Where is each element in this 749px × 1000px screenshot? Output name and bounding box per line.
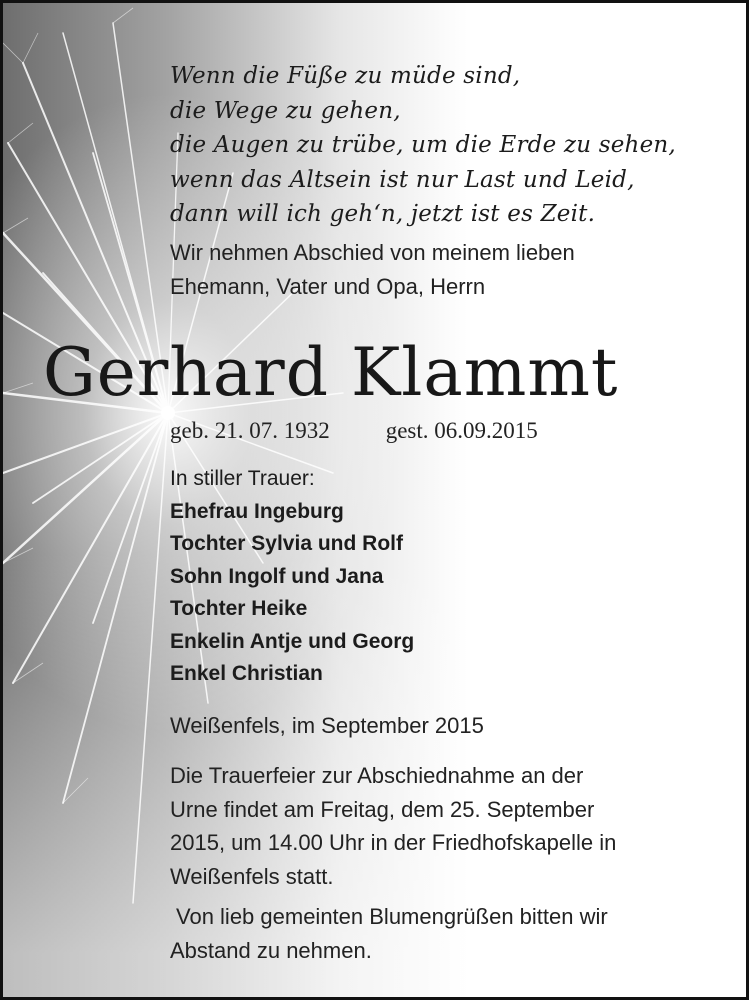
intro-line: Ehemann, Vater und Opa, Herrn — [170, 274, 486, 299]
notice-content — [3, 3, 749, 1000]
poem — [170, 59, 676, 232]
birth-date: geb. 21. 07. 1932 — [170, 418, 330, 443]
place-and-date: Weißenfels, im September 2015 — [170, 713, 484, 738]
poem-line: dann will ich geh‘n, jetzt ist es Zeit. — [170, 201, 596, 227]
mourner-entry: Ehefrau Ingeburg — [170, 499, 344, 523]
life-dates — [170, 414, 538, 448]
ceremony-line: Weißenfels statt. — [170, 863, 334, 889]
poem-line: die Wege zu gehen, — [170, 97, 401, 124]
ceremony-line: Urne findet am Freitag, dem 25. September — [170, 796, 595, 822]
mourner-entry: Tochter Heike — [170, 597, 308, 620]
mourner-entry: Enkelin Antje und Georg — [170, 629, 415, 653]
farewell-intro — [170, 236, 575, 304]
ceremony-info — [170, 759, 616, 893]
ceremony-line: Die Trauerfeier zur Abschiednahme an der — [170, 763, 584, 788]
mourner-entry: Sohn Ingolf und Jana — [170, 564, 384, 588]
deceased-name: Gerhard Klammt — [43, 334, 619, 411]
flowers-line: Von lieb gemeinten Blumengrüßen bitten wir — [176, 904, 608, 929]
poem-line: die Augen zu trübe, um die Erde zu sehen, — [170, 132, 676, 158]
death-date: gest. 06.09.2015 — [385, 418, 538, 443]
flowers-note — [170, 900, 608, 967]
mourner-entry: Tochter Sylvia und Rolf — [170, 532, 403, 555]
flowers-line: Abstand zu nehmen. — [170, 937, 372, 963]
ceremony-line: 2015, um 14.00 Uhr in der Friedhofskapelle in — [170, 830, 617, 855]
poem-line: wenn das Altsein ist nur Last und Leid, — [170, 166, 635, 193]
mourner-entry: Enkel Christian — [170, 662, 323, 685]
mourners — [170, 463, 414, 691]
mourners-lead: In stiller Trauer: — [170, 467, 315, 490]
poem-line: Wenn die Füße zu müde sind, — [170, 63, 521, 89]
intro-line: Wir nehmen Abschied von meinem lieben — [170, 240, 575, 265]
